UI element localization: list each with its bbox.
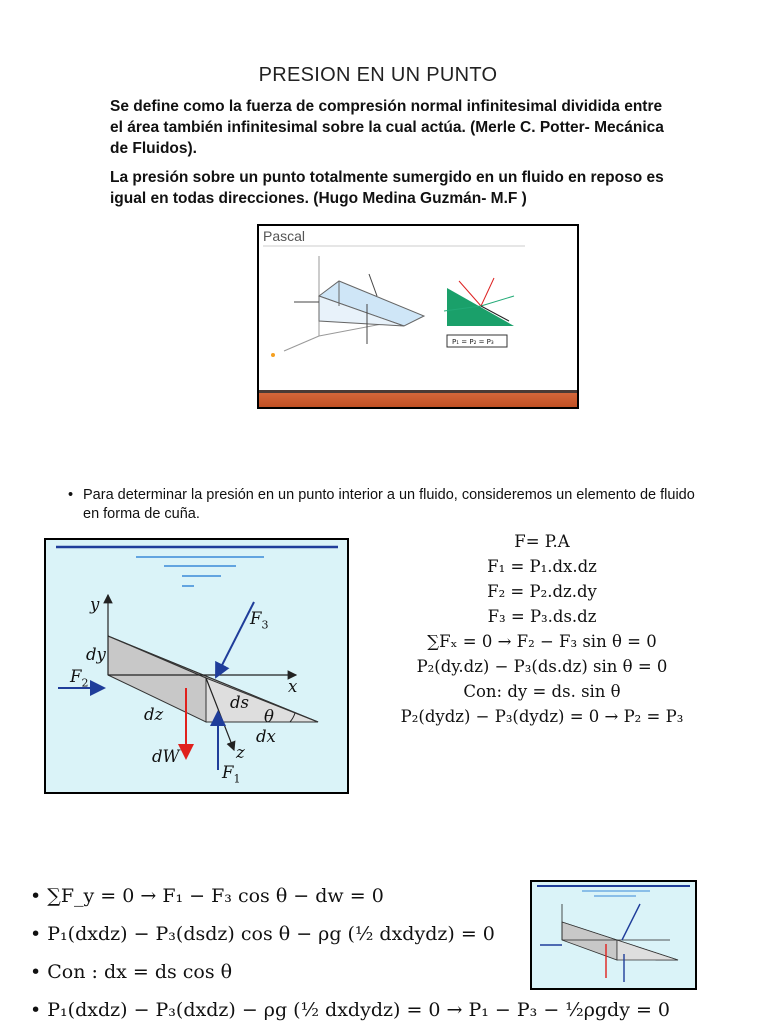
bullet-equation: • ∑F_y = 0 → F₁ − F₃ cos θ − dw = 0 [30, 885, 384, 907]
label-dW: dW [152, 747, 180, 766]
label-dz: dz [144, 705, 164, 724]
pascal-diagram [259, 226, 577, 391]
label-dy: dy [86, 645, 106, 664]
label-F2: $F_2$ [70, 667, 89, 690]
definition-paragraph: Se define como la fuerza de compresión normal infinitesimal dividida entre el área también infinitesimal sobre la cual actúa. (Merle C. Potter- Mecánica de Fluidos). [110, 98, 664, 157]
equation-line: P₂(dy.dz) − P₃(ds.dz) sin θ = 0 [416, 657, 668, 676]
label-dx: dx [256, 727, 276, 746]
equation-line: Con: dy = ds. sin θ [463, 682, 621, 701]
label-F1: $F_1$ [222, 763, 241, 786]
equations-block [362, 529, 722, 729]
pascal-label: Pascal [263, 228, 306, 244]
bullet-equation: • Con : dx = ds cos θ [30, 961, 233, 983]
label-x: x [288, 677, 298, 696]
wedge-thumbnail [530, 880, 697, 990]
equation-line: F₃ = P₃.ds.dz [487, 607, 597, 626]
equation-line: ∑Fₓ = 0 → F₂ − F₃ sin θ = 0 [427, 632, 657, 651]
intro-bullet [68, 486, 708, 524]
label-y: y [90, 595, 100, 614]
bullet-equation: • P₁(dxdz) − P₃(dsdz) cos θ − ρg (½ dxdydz) = 0 [30, 923, 495, 945]
label-theta: θ [264, 707, 274, 726]
wedge-diagram [44, 538, 349, 794]
pascal-figure [257, 224, 579, 409]
page-title: PRESION EN UN PUNTO [258, 64, 498, 86]
pascal-footer-bar [259, 393, 577, 407]
pascal-equality: P₁ = P₂ = P₃ [452, 338, 494, 346]
equation-line: F₁ = P₁.dx.dz [487, 557, 597, 576]
label-z: z [236, 743, 245, 762]
intro-bullet-text: Para determinar la presión en un punto interior a un fluido, consideremos un elemento de fluido en forma de cuña. [83, 487, 695, 522]
equation-line: P₂(dydz) − P₃(dydz) = 0 → P₂ = P₃ [400, 707, 684, 726]
wedge-thumbnail-svg [532, 882, 695, 988]
equation-line: F₂ = P₂.dz.dy [487, 582, 597, 601]
equation-line: F= P.A [514, 532, 570, 551]
label-ds: ds [230, 693, 250, 712]
bullet-equation: • P₁(dxdz) − P₃(dxdz) − ρg (½ dxdydz) = 0 → P₁ − P₃ − ½ρgdy = 0 [30, 999, 671, 1021]
bullet-dot: • [68, 487, 74, 503]
pascal-principle-paragraph: La presión sobre un punto totalmente sumergido en un fluido en reposo es igual en todas direcciones. (Hugo Medina Guzmán- M.F ) [110, 169, 664, 207]
label-F3: $F_3$ [250, 609, 269, 632]
